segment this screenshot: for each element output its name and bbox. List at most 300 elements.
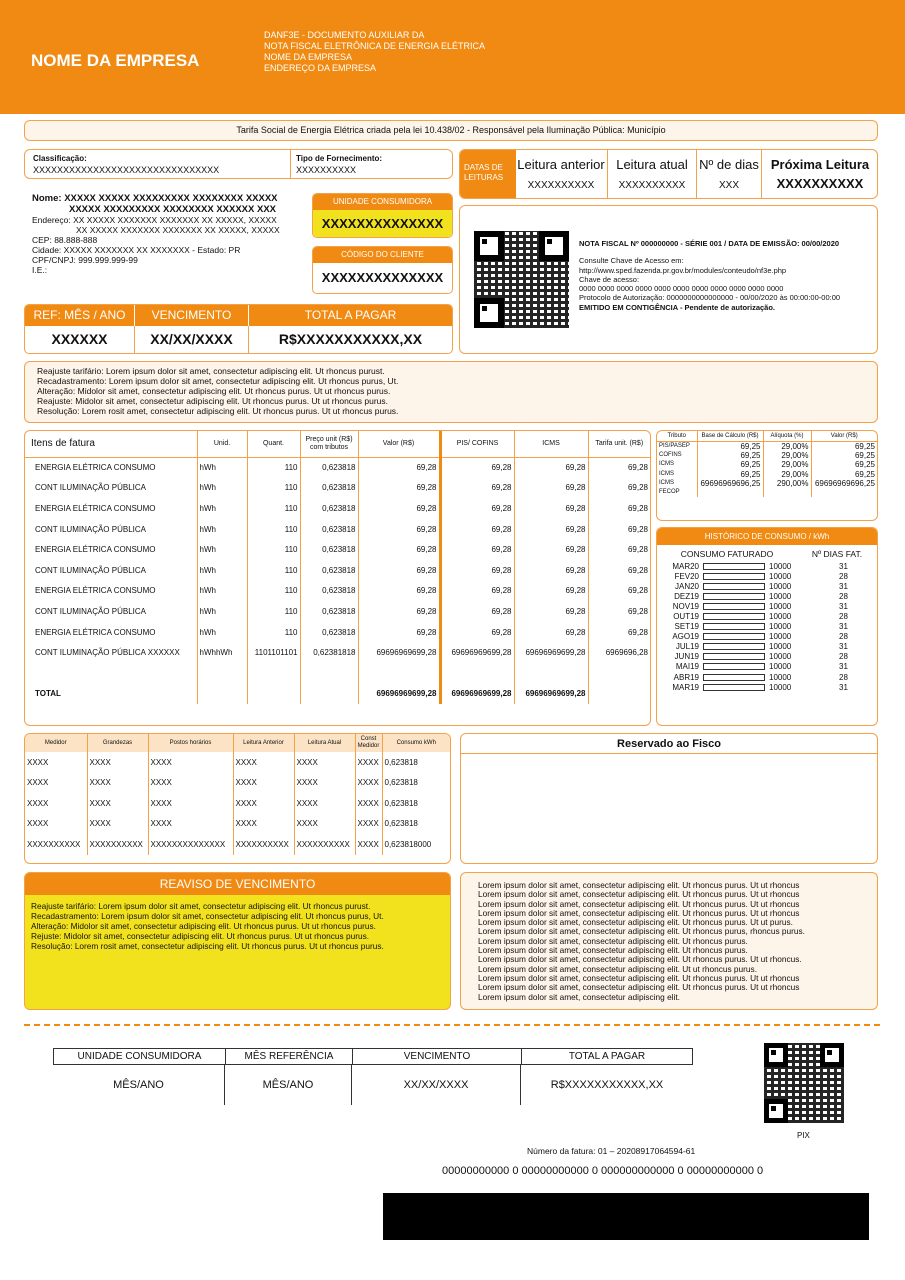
tarifa-social-text: Tarifa Social de Energia Elétrica criada pela lei 10.438/02 - Responsável pela Iluminação Pública: Município [236,125,666,135]
historico-consumo: 10000 [769,682,792,692]
reaviso-line: Reajuste tarifário: Lorem ipsum dolor sit amet, consectetur adipiscing elit. Ut rhoncus purust. [31,901,371,911]
table-cell: 0,623818 [382,814,450,835]
mensagem-line: Reajuste: Midolor sit amet, consectetur adipiscing elit. Ut rhoncus purus. Ut ut rhoncus purus. [37,396,389,406]
vencimento-label: VENCIMENTO [151,308,232,322]
table-cell: 0,623818 [300,622,358,643]
table-cell: XXXX [27,778,49,788]
table-cell: hWh [197,519,247,540]
table-cell: 69,28 [491,483,512,493]
table-cell: 69,28 [491,503,512,513]
table-cell: XXXX [87,793,148,814]
table-cell: 0,623818 [300,478,358,499]
historico-consumo: 10000 [769,591,792,601]
table-cell: hWh [197,601,247,622]
ref-bar-header [25,305,452,326]
historico-month: JAN20 [674,581,699,591]
pix-qr-code-icon[interactable] [764,1043,844,1123]
tributos-table [657,431,877,497]
historico-row [657,571,877,581]
lorem-line: Lorem ipsum dolor sit amet, consectetur adipiscing elit. Ut rhoncus purus. Ut ut rhoncus [478,880,800,890]
reaviso-line: Resolução: Lorem rosit amet, consectetur adipiscing elit. Ut rhoncus purus. Ut ut rhoncus purus. [31,941,384,951]
historico-bar [703,573,765,580]
table-cell: CONT ILUMINAÇÃO PÚBLICA [35,483,146,493]
table-row [657,442,877,452]
unidade-label: UNIDADE CONSUMIDORA [313,194,452,210]
table-cell: 69,28 [358,457,440,478]
historico-dias: 28 [839,652,848,662]
col-header: Grandezas [87,734,148,752]
table-cell: XXXX [148,793,233,814]
table-row [25,478,650,499]
historico-bar [703,593,765,600]
historico-dias: 31 [839,622,848,632]
table-cell: XXXXXXXXXX [87,834,148,855]
reaviso-title: REAVISO DE VENCIMENTO [25,873,450,895]
nota-consulte: Consulte Chave de Acesso em: [579,256,684,266]
table-cell: 69,28 [358,498,440,519]
table-cell: XXXX [294,793,355,814]
cliente-endereco: Endereço: XX XXXXX XXXXXXX XXXXXXX XX XXXXX, XXXXX [32,215,277,225]
table-cell: 1101101101 [247,642,300,663]
table-cell: 69,28 [588,519,650,540]
table-cell: 69,28 [588,560,650,581]
col-header: Leitura Atual [294,734,355,752]
codigo-cliente-box [312,246,453,294]
nota-url[interactable]: http://www.sped.fazenda.pr.gov.br/modules/conteudo/nf3e.php [579,265,787,275]
table-cell: 0,623818 [300,457,358,478]
classificacao-box [24,149,453,179]
historico-dias: 28 [839,632,848,642]
col-header: ICMS [514,431,588,457]
table-cell: XXXXXXXXXX [27,839,81,849]
table-cell: XXXXXXXXXXXXXX [148,834,233,855]
table-cell: 29,00% [763,460,811,469]
historico-col2: Nº DIAS FAT. [811,549,863,559]
table-cell: XXXXXXXXXX [233,834,294,855]
table-row [25,773,450,794]
col-header: Base de Cálculo (R$) [697,431,763,442]
classificacao-value: XXXXXXXXXXXXXXXXXXXXXXXXXXXXXXX [33,165,220,175]
table-cell: 69,28 [514,457,588,478]
table-row [25,519,650,540]
nota-contingencia: EMITIDO EM CONTIGÊNCIA - Pendente de autorização. [579,302,775,312]
itens-header-row [25,431,650,457]
col-header: Tributo [657,431,697,442]
canhoto-value: MÊS/ANO [113,1079,164,1091]
header-line: NOME DA EMPRESA [264,52,353,62]
table-row [657,451,877,460]
table-cell [697,488,763,497]
historico-consumo: 10000 [769,642,792,652]
table-cell: XXXX [294,752,355,773]
historico-dias: 31 [839,642,848,652]
codigo-cliente-label: CÓDIGO DO CLIENTE [313,247,452,263]
tarifa-social-bar [24,120,878,141]
table-cell: 69,28 [514,539,588,560]
col-header: Alíquota (%) [763,431,811,442]
canhoto-header: VENCIMENTO [352,1049,521,1064]
historico-dias: 28 [839,571,848,581]
canhoto-table [53,1048,693,1108]
table-cell [247,663,300,684]
col-header: Postos horários [148,734,233,752]
itens-fatura-table [25,431,650,704]
table-row [25,684,650,705]
canhoto-value: R$XXXXXXXXXXX,XX [520,1065,693,1105]
table-cell: 110 [247,560,300,581]
table-cell: 69,28 [514,601,588,622]
historico-dias: 28 [839,612,848,622]
tipo-fornecimento-value: XXXXXXXXXX [296,165,357,175]
table-row [657,479,877,488]
proxima-leitura-value: XXXXXXXXXX [776,176,864,191]
table-cell: XXXXXXXXXX [294,834,355,855]
table-cell: 110 [247,622,300,643]
leitura-atual-value: XXXXXXXXXX [618,180,686,191]
tributos-header-row [657,431,877,442]
table-cell: XXXX [233,814,294,835]
table-cell: hWh [197,498,247,519]
table-cell: XXXX [148,752,233,773]
table-cell [197,663,247,684]
dias-value: XXX [718,180,739,191]
lorem-line: Lorem ipsum dolor sit amet, consectetur adipiscing elit. Ut rhoncus purus. [478,935,748,946]
table-cell: 69,25 [697,460,763,469]
table-cell: XXXX [27,819,49,829]
numero-fatura: Número da fatura: 01 – 20208917064594-61 [527,1146,696,1156]
table-cell: ENERGIA ELÉTRICA CONSUMO [35,503,156,513]
table-cell [440,663,514,684]
historico-row [657,611,877,621]
table-row [25,814,450,835]
table-cell: 29,00% [763,451,811,460]
historico-row [657,632,877,642]
leitura-anterior-value: XXXXXXXXXX [527,180,595,191]
nota-info [579,239,840,312]
classificacao-label: Classificação: [33,154,87,163]
table-cell: ENERGIA ELÉTRICA CONSUMO [35,545,156,555]
medidor-table [25,734,450,855]
historico-consumo: 10000 [769,622,792,632]
nota-title: NOTA FISCAL Nº 000000000 - SÉRIE 001 / DATA DE EMISSÃO: 00/00/2020 [579,239,840,248]
historico-col1: CONSUMO FATURADO [680,549,774,559]
lorem-line: Lorem ipsum dolor sit amet, consectetur adipiscing elit. Ut rhoncus purus, rhoncus purus. [478,926,805,937]
table-cell: 69696969699,28 [358,642,440,663]
table-cell: 0,623818 [300,498,358,519]
lorem-line: Lorem ipsum dolor sit amet, consectetur adipiscing elit. Ut rhoncus purus. Ut ut rhoncus [478,898,800,909]
cliente-endereco-cont: XX XXXXX XXXXXXX XXXXXXX XX XXXXX, XXXXX [76,225,280,235]
table-cell: XXXX [355,814,382,835]
historico-row [657,622,877,632]
tipo-fornecimento-label: Tipo de Fornecimento: [296,154,383,163]
historico-title: HISTÓRICO DE CONSUMO / kWh [657,528,877,545]
historico-headers [657,549,877,559]
table-cell: CONT ILUMINAÇÃO PÚBLICA [35,606,146,616]
header-line: ENDEREÇO DA EMPRESA [264,63,377,73]
historico-dias: 31 [839,581,848,591]
table-row [25,601,650,622]
table-cell: 0,623818 [382,773,450,794]
table-cell: ENERGIA ELÉTRICA CONSUMO [35,586,156,596]
col-header: Unid. [197,431,247,457]
historico-row [657,561,877,571]
table-cell: 69,28 [358,581,440,602]
leitura-atual-label: Leitura atual [616,157,688,172]
historico-dias: 31 [839,682,848,692]
mensagem-line: Resolução: Lorem rosit amet, consectetur adipiscing elit. Ut rhoncus purus. Ut ut rhoncus purus. [37,406,399,416]
header-line: NOTA FISCAL ELETRÔNICA DE ENERGIA ELÉTRICA [264,41,486,51]
historico-month: NOV19 [672,601,699,611]
table-cell: 69696969696,25 [697,479,763,488]
leitura-anterior-label: Leitura anterior [517,157,605,172]
historico-month: FEV20 [674,571,699,581]
vencimento-value: XX/XX/XXXX [150,331,233,347]
table-cell: 0,62381818 [300,642,358,663]
cut-line [24,1024,880,1026]
table-cell [811,488,877,497]
table-cell: 69,25 [811,460,877,469]
historico-dias: 31 [839,662,848,672]
table-cell: 69,28 [358,519,440,540]
table-cell: 110 [247,498,300,519]
table-row [25,498,650,519]
historico-month: AGO19 [672,632,699,642]
table-cell [300,663,358,684]
table-cell: 69,28 [588,498,650,519]
total-value: R$XXXXXXXXXXX,XX [278,331,423,347]
table-row [657,488,877,497]
table-cell [763,488,811,497]
canhoto-value: MÊS/ANO [224,1065,351,1105]
historico-month: MAR19 [672,682,699,692]
table-cell: 69,25 [697,470,763,479]
table-cell: 0,623818 [300,519,358,540]
historico-month: ABR19 [673,672,699,682]
mensagem-line: Alteração: Midolor sit amet, consectetur adipiscing elit. Ut rhoncus purus. Ut ut rhoncus purus. [37,386,391,396]
col-header: Leitura Anterior [233,734,294,752]
table-cell: COFINS [659,452,682,459]
col-header: Const Medidor [355,734,382,752]
table-cell: CONT ILUMINAÇÃO PÚBLICA [35,524,146,534]
historico-month: MAI19 [675,662,699,672]
historico-row [657,672,877,682]
codigo-barras-digitavel: 00000000000 0 00000000000 0 000000000000 0 00000000000 0 [442,1165,764,1177]
table-cell: XXXX [233,752,294,773]
table-cell: FECOP [659,489,680,496]
canhoto-value: XX/XX/XXXX [351,1065,520,1105]
reaviso-line: Alteração: Midolor sit amet, consectetur adipiscing elit. Ut rhoncus purus. Ut ut rhoncus purus. [31,921,376,931]
table-cell: 69,28 [588,478,650,499]
table-cell: 69,28 [514,622,588,643]
unidade-value: XXXXXXXXXXXXXX [313,210,452,237]
historico-bar [703,603,765,610]
col-header: Valor (R$) [811,431,877,442]
table-cell: 69,28 [588,601,650,622]
reaviso-line: Rejuste: Midolor sit amet, consectetur adipiscing elit. Ut rhoncus purus. Ut ut rhoncus purus. [31,931,370,941]
table-cell: CONT ILUMINAÇÃO PÚBLICA XXXXXX [35,648,180,658]
reaviso-line: Recadastramento: Lorem ipsum dolor sit amet, consectetur adipiscing elit. Ut rhoncus purus, Ut. [31,911,384,921]
canhoto-value-row [53,1065,693,1105]
table-cell: 69,28 [491,565,512,575]
table-cell: 69,28 [514,478,588,499]
historico-consumo: 10000 [769,561,792,571]
historico-month: DEZ19 [674,591,699,601]
table-cell: 6969696,28 [588,642,650,663]
historico-bar [703,623,765,630]
table-cell: 110 [247,581,300,602]
table-row [657,460,877,469]
historico-bar [703,643,765,650]
nota-chave: 0000 0000 0000 0000 0000 0000 0000 0000 0000 0000 0000 [579,284,784,294]
table-cell: 69,28 [358,601,440,622]
historico-bar [703,583,765,590]
lorem-line: Lorem ipsum dolor sit amet, consectetur adipiscing elit. [478,991,680,1002]
historico-row [657,682,877,692]
table-cell: 110 [247,519,300,540]
table-cell: 69,28 [588,457,650,478]
table-cell: 29,00% [763,442,811,452]
table-cell [25,663,197,684]
table-cell: 110 [247,457,300,478]
table-cell: 0,623818 [300,560,358,581]
table-cell: 290,00% [763,479,811,488]
table-cell: XXXX [355,793,382,814]
historico-consumo: 10000 [769,612,792,622]
lorem-line: Lorem ipsum dolor sit amet, consectetur adipiscing elit. Ut rhoncus purus. Ut ut rhoncus [478,907,800,918]
barcode [383,1193,869,1240]
lorem-line: Lorem ipsum dolor sit amet, consectetur adipiscing elit. Ut rhoncus purus. Ut ut purus. [478,917,793,928]
table-cell: 0,623818 [300,581,358,602]
header-line: DANF3E - DOCUMENTO AUXILIAR DA [264,30,425,40]
ref-bar [24,304,453,354]
col-header: Quant. [247,431,300,457]
col-header: Valor (R$) [358,431,440,457]
lorem-line: Lorem ipsum dolor sit amet, consectetur adipiscing elit. Ut ut rhoncus purus. [478,963,757,974]
table-row [25,560,650,581]
table-cell: 110 [247,539,300,560]
ref-value: XXXXXX [51,331,108,347]
table-cell: 110 [247,478,300,499]
historico-bar [703,653,765,660]
historico-box [656,527,878,726]
table-cell: XXXX [294,773,355,794]
table-cell: 69,28 [491,627,512,637]
historico-month: JUL19 [675,642,699,652]
historico-bar [703,563,765,570]
historico-consumo: 10000 [769,632,792,642]
historico-dias: 28 [839,672,848,682]
canhoto-header-row [53,1048,693,1065]
lorem-line: Lorem ipsum dolor sit amet, consectetur adipiscing elit. Ut rhoncus purus. Ut ut rhoncus. [478,954,802,965]
table-cell: 69,25 [697,451,763,460]
table-row [25,663,650,684]
table-cell: ENERGIA ELÉTRICA CONSUMO [35,627,156,637]
cliente-info [32,193,312,275]
historico-consumo: 10000 [769,601,792,611]
table-cell: XXXX [294,814,355,835]
reaviso-box [24,872,451,1010]
table-cell: 110 [247,601,300,622]
canhoto-header: TOTAL A PAGAR [521,1049,692,1064]
table-cell: 69,28 [588,539,650,560]
col-header: Tarifa unit. (R$) [588,431,650,457]
ref-bar-values [25,326,452,353]
table-cell [588,684,650,705]
table-cell: XXXX [148,814,233,835]
table-row [25,622,650,643]
table-cell: 69,25 [697,442,763,452]
table-cell: XXXX [87,814,148,835]
table-cell: 69,28 [491,545,512,555]
qr-code-icon [474,231,569,328]
historico-bar [703,613,765,620]
unidade-box [312,193,453,238]
cliente-ie: I.E.: [32,265,48,275]
historico-month: MAR20 [672,561,699,571]
table-cell: 69,25 [811,442,877,452]
historico-consumo: 10000 [769,581,792,591]
lorem-line: Lorem ipsum dolor sit amet, consectetur adipiscing elit. Ut rhoncus purus. [478,945,748,956]
itens-fatura-box [24,430,651,726]
table-cell: 29,00% [763,470,811,479]
table-cell: hWhhWh [197,642,247,663]
table-row [25,539,650,560]
mensagem-line: Reajuste tarifário: Lorem ipsum dolor sit amet, consectetur adipiscing elit. Ut rhoncus purust. [37,366,385,376]
table-row [657,470,877,479]
table-cell [300,684,358,705]
table-cell: 69,28 [514,498,588,519]
lorem-line: Lorem ipsum dolor sit amet, consectetur adipiscing elit. Ut rhoncus purus. Ut ut rhoncus [478,982,800,993]
canhoto-header: UNIDADE CONSUMIDORA [77,1051,202,1062]
table-cell: 69696969699,28 [451,648,512,658]
historico-consumo: 10000 [769,652,792,662]
table-cell: 69,28 [358,539,440,560]
table-cell: 0,623818 [382,752,450,773]
historico-month: OUT19 [673,612,699,622]
table-row [25,581,650,602]
table-cell [247,684,300,705]
table-cell: 69,28 [588,622,650,643]
fisco-box [460,733,878,864]
cliente-cidade: Cidade: XXXXX XXXXXXX XX XXXXXXX - Estado: PR [32,245,241,255]
table-row [25,752,450,773]
medidor-box [24,733,451,864]
table-cell: hWh [197,457,247,478]
historico-row [657,581,877,591]
fisco-title: Reservado ao Fisco [461,734,877,754]
table-cell [358,663,440,684]
lorem-line: Lorem ipsum dolor sit amet, consectetur adipiscing elit. Ut rhoncus purus. Ut ut rhoncus [478,972,800,983]
table-cell: XXXX [27,757,49,767]
table-row [25,457,650,478]
pix-label: PIX [797,1131,810,1140]
lorem-line: Lorem ipsum dolor sit amet, consectetur adipiscing elit. Ut rhoncus purus. Ut ut rhoncus [478,889,800,900]
proxima-leitura-label: Próxima Leitura [770,157,870,172]
table-cell: 69,25 [811,451,877,460]
table-cell [588,663,650,684]
canhoto-header: MÊS REFERÊNCIA [225,1049,352,1064]
table-cell: 69,28 [491,606,512,616]
reaviso-text [25,895,450,957]
historico-row [657,591,877,601]
table-cell: hWh [197,560,247,581]
table-cell: XXXX [87,752,148,773]
header-banner [0,0,905,114]
historico-consumo: 10000 [769,672,792,682]
table-cell: hWh [197,622,247,643]
col-header: Preço unit (R$) com tributos [300,431,358,457]
historico-row [657,642,877,652]
